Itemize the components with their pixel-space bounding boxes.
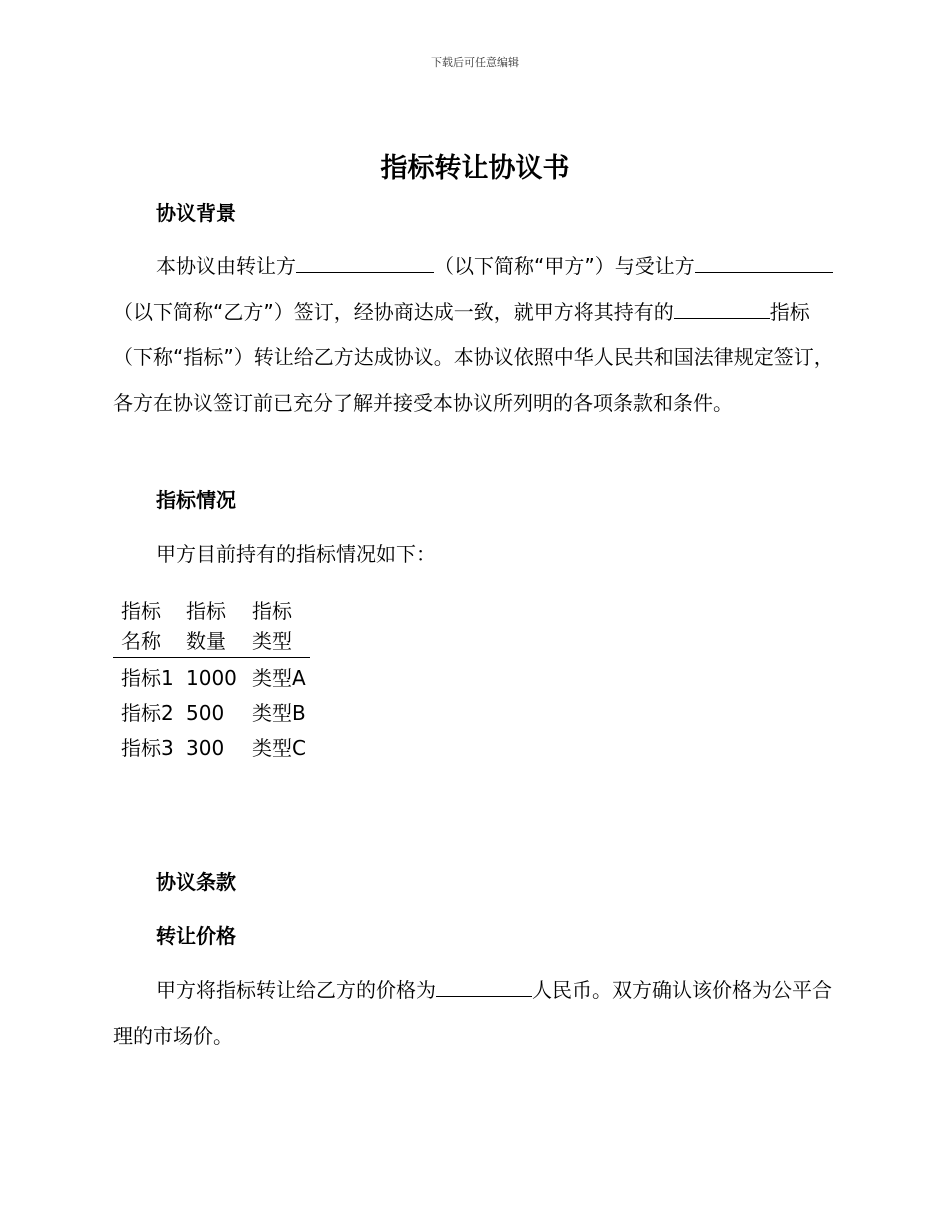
background-text-2: （以下简称“甲方”）与受让方: [434, 254, 695, 278]
indicator-blank: [674, 298, 770, 319]
background-text-4: 指标（下称“指标”）转让给乙方达成协议。本协议依照中华人民共和国法律规定签订，各方在协议签订前已充分了解并接受本协议所列明的各项条款和条件。: [113, 299, 834, 415]
table-header-name: 指标名称: [113, 596, 178, 658]
background-text-1: 本协议由转让方: [156, 254, 296, 278]
table-cell: 指标3: [121, 736, 174, 760]
table-header-type: 指标类型: [244, 596, 310, 658]
table-cell: 指标2: [121, 701, 174, 725]
background-paragraph: [113, 244, 838, 426]
indicator-intro: 甲方目前持有的指标情况如下：: [156, 542, 436, 566]
table-cell: 类型B: [252, 701, 306, 725]
heading-background: 协议背景: [156, 201, 236, 225]
background-text-3: （以下简称“乙方”）签订，经协商达成一致，就甲方将其持有的: [113, 299, 674, 324]
price-text-2: 人民币。双方确认该价格为公平合理的市场价。: [113, 978, 832, 1048]
heading-price: 转让价格: [156, 924, 236, 948]
table-header-row: [113, 596, 310, 658]
table-cell: 500: [186, 701, 225, 725]
table-row: [113, 658, 310, 694]
heading-indicator: 指标情况: [156, 488, 236, 512]
table-row: [113, 728, 310, 763]
price-blank: [436, 976, 532, 997]
heading-terms: 协议条款: [156, 870, 236, 894]
indicator-table: [113, 596, 310, 763]
table-cell: 指标1: [121, 666, 174, 690]
page-header: 下载后可任意编辑: [431, 56, 519, 69]
table-cell: 类型A: [252, 666, 306, 690]
table-cell: 1000: [186, 666, 237, 690]
transferee-blank: [695, 252, 833, 273]
document-title: 指标转让协议书: [380, 153, 570, 184]
table-cell: 类型C: [252, 736, 306, 760]
price-paragraph: [113, 968, 838, 1059]
transferor-blank: [296, 252, 434, 273]
table-row: [113, 693, 310, 728]
price-text-1: 甲方将指标转让给乙方的价格为: [156, 978, 436, 1002]
table-cell: 300: [186, 736, 225, 760]
table-header-quantity: 指标数量: [178, 596, 244, 658]
